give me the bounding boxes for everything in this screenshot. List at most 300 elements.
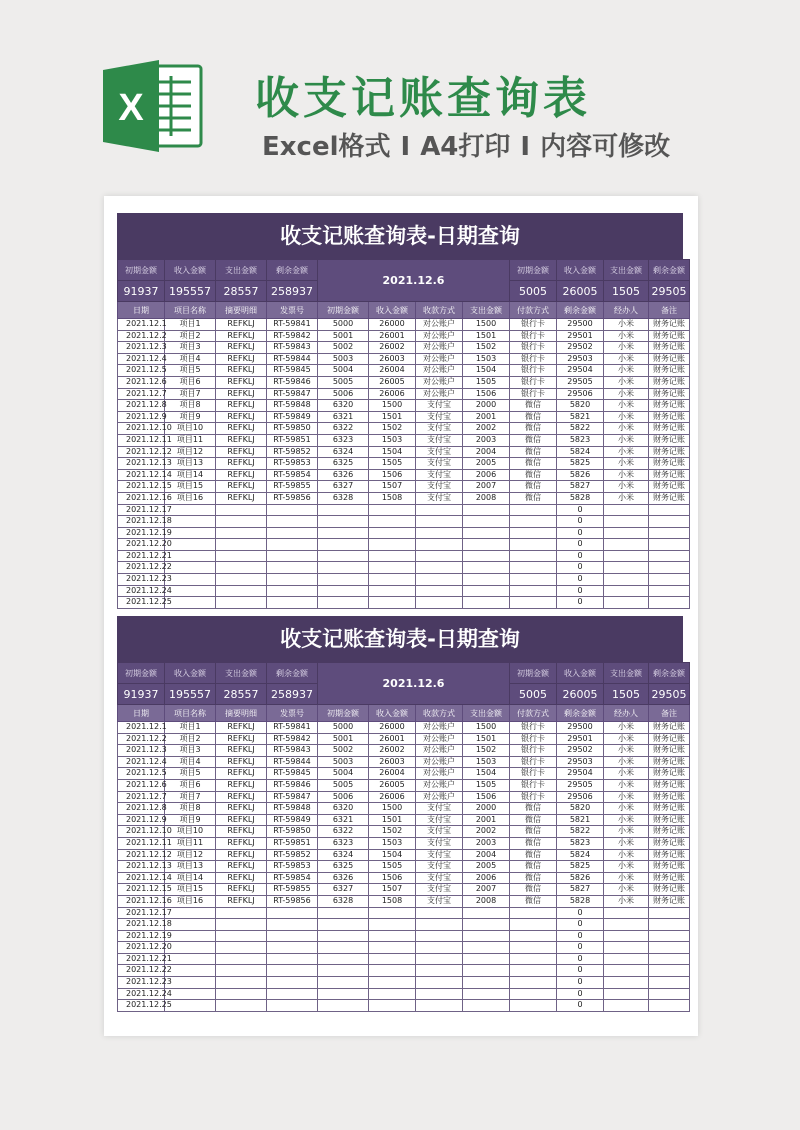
table-cell[interactable]: 财务记账: [649, 423, 690, 435]
table-cell[interactable]: 项目1: [165, 722, 216, 734]
table-cell[interactable]: [318, 907, 369, 919]
table-cell[interactable]: 项目5: [165, 768, 216, 780]
table-cell[interactable]: [318, 1000, 369, 1012]
table-cell[interactable]: 26006: [369, 388, 416, 400]
table-cell[interactable]: 对公账户: [416, 376, 463, 388]
table-cell[interactable]: [165, 1000, 216, 1012]
table-cell[interactable]: 项目13: [165, 861, 216, 873]
table-cell[interactable]: 对公账户: [416, 745, 463, 757]
table-cell[interactable]: 银行卡: [510, 353, 557, 365]
table-cell[interactable]: [369, 942, 416, 954]
table-cell[interactable]: 0: [557, 953, 604, 965]
table-cell[interactable]: 项目14: [165, 872, 216, 884]
table-cell[interactable]: [318, 597, 369, 609]
table-cell[interactable]: REFKLJ: [216, 469, 267, 481]
table-cell[interactable]: 29505: [557, 779, 604, 791]
table-cell[interactable]: 微信: [510, 411, 557, 423]
table-cell[interactable]: 小米: [604, 481, 649, 493]
table-cell[interactable]: 6327: [318, 884, 369, 896]
table-cell[interactable]: 5828: [557, 492, 604, 504]
table-cell[interactable]: [416, 504, 463, 516]
table-cell[interactable]: 6325: [318, 861, 369, 873]
table-cell[interactable]: 2021.12.14: [118, 469, 165, 481]
table-cell[interactable]: 2021.12.25: [118, 597, 165, 609]
table-cell[interactable]: 2021.12.11: [118, 434, 165, 446]
table-cell[interactable]: [216, 988, 267, 1000]
table-cell[interactable]: 小米: [604, 779, 649, 791]
table-cell[interactable]: [604, 516, 649, 528]
table-cell[interactable]: [267, 585, 318, 597]
table-cell[interactable]: 微信: [510, 446, 557, 458]
table-cell[interactable]: 5820: [557, 803, 604, 815]
table-cell[interactable]: REFKLJ: [216, 872, 267, 884]
table-cell[interactable]: RT-59843: [267, 342, 318, 354]
table-cell[interactable]: 2021.12.3: [118, 745, 165, 757]
table-cell[interactable]: 银行卡: [510, 768, 557, 780]
table-cell[interactable]: REFKLJ: [216, 861, 267, 873]
table-cell[interactable]: REFKLJ: [216, 458, 267, 470]
table-cell[interactable]: 2021.12.19: [118, 527, 165, 539]
table-cell[interactable]: 小米: [604, 330, 649, 342]
table-cell[interactable]: 微信: [510, 826, 557, 838]
table-cell[interactable]: 项目12: [165, 446, 216, 458]
table-cell[interactable]: 29502: [557, 342, 604, 354]
table-cell[interactable]: [649, 1000, 690, 1012]
table-cell[interactable]: [510, 504, 557, 516]
table-cell[interactable]: 财务记账: [649, 388, 690, 400]
table-cell[interactable]: RT-59843: [267, 745, 318, 757]
table-cell[interactable]: 1502: [369, 826, 416, 838]
table-cell[interactable]: RT-59846: [267, 376, 318, 388]
table-cell[interactable]: 对公账户: [416, 768, 463, 780]
table-cell[interactable]: 5004: [318, 365, 369, 377]
table-cell[interactable]: 财务记账: [649, 768, 690, 780]
table-cell[interactable]: 支付宝: [416, 423, 463, 435]
table-cell[interactable]: REFKLJ: [216, 826, 267, 838]
table-cell[interactable]: [216, 539, 267, 551]
table-cell[interactable]: 0: [557, 597, 604, 609]
table-cell[interactable]: 5828: [557, 895, 604, 907]
table-cell[interactable]: [216, 942, 267, 954]
table-cell[interactable]: [649, 585, 690, 597]
table-cell[interactable]: [463, 977, 510, 989]
table-cell[interactable]: 小米: [604, 837, 649, 849]
table-cell[interactable]: RT-59844: [267, 756, 318, 768]
table-cell[interactable]: [463, 516, 510, 528]
table-cell[interactable]: 2021.12.1: [118, 722, 165, 734]
table-cell[interactable]: 26003: [369, 756, 416, 768]
table-cell[interactable]: REFKLJ: [216, 342, 267, 354]
table-cell[interactable]: 小米: [604, 365, 649, 377]
table-cell[interactable]: 财务记账: [649, 330, 690, 342]
table-cell[interactable]: [416, 988, 463, 1000]
table-cell[interactable]: 1502: [463, 745, 510, 757]
table-cell[interactable]: 银行卡: [510, 745, 557, 757]
table-cell[interactable]: 银行卡: [510, 733, 557, 745]
table-cell[interactable]: [416, 562, 463, 574]
table-cell[interactable]: 小米: [604, 745, 649, 757]
table-cell[interactable]: 财务记账: [649, 722, 690, 734]
table-cell[interactable]: [216, 597, 267, 609]
table-cell[interactable]: [416, 516, 463, 528]
table-cell[interactable]: 对公账户: [416, 779, 463, 791]
table-cell[interactable]: REFKLJ: [216, 423, 267, 435]
table-cell[interactable]: 财务记账: [649, 434, 690, 446]
table-cell[interactable]: 对公账户: [416, 388, 463, 400]
table-cell[interactable]: REFKLJ: [216, 400, 267, 412]
table-cell[interactable]: 支付宝: [416, 434, 463, 446]
table-cell[interactable]: 微信: [510, 492, 557, 504]
table-cell[interactable]: 0: [557, 539, 604, 551]
table-cell[interactable]: 2001: [463, 814, 510, 826]
table-cell[interactable]: [510, 527, 557, 539]
table-cell[interactable]: [216, 550, 267, 562]
table-cell[interactable]: 6322: [318, 423, 369, 435]
table-cell[interactable]: [416, 919, 463, 931]
table-cell[interactable]: [510, 953, 557, 965]
table-cell[interactable]: 银行卡: [510, 376, 557, 388]
table-cell[interactable]: [463, 562, 510, 574]
table-cell[interactable]: [267, 574, 318, 586]
table-cell[interactable]: 0: [557, 930, 604, 942]
table-cell[interactable]: [369, 597, 416, 609]
table-cell[interactable]: [416, 953, 463, 965]
table-cell[interactable]: [318, 988, 369, 1000]
table-cell[interactable]: 财务记账: [649, 400, 690, 412]
table-cell[interactable]: 项目16: [165, 492, 216, 504]
table-cell[interactable]: 1504: [369, 446, 416, 458]
table-cell[interactable]: 2021.12.8: [118, 400, 165, 412]
table-cell[interactable]: 项目10: [165, 826, 216, 838]
table-cell[interactable]: 财务记账: [649, 319, 690, 331]
table-cell[interactable]: 小米: [604, 388, 649, 400]
table-cell[interactable]: 2021.12.7: [118, 791, 165, 803]
table-cell[interactable]: 2021.12.7: [118, 388, 165, 400]
table-cell[interactable]: 26004: [369, 365, 416, 377]
table-cell[interactable]: [165, 597, 216, 609]
table-cell[interactable]: 项目7: [165, 791, 216, 803]
table-cell[interactable]: 2021.12.14: [118, 872, 165, 884]
table-cell[interactable]: 小米: [604, 814, 649, 826]
table-cell[interactable]: 2000: [463, 803, 510, 815]
table-cell[interactable]: 小米: [604, 376, 649, 388]
table-cell[interactable]: [318, 977, 369, 989]
table-cell[interactable]: 小米: [604, 469, 649, 481]
table-cell[interactable]: 项目16: [165, 895, 216, 907]
table-cell[interactable]: [604, 550, 649, 562]
table-cell[interactable]: [649, 597, 690, 609]
table-cell[interactable]: 小米: [604, 884, 649, 896]
table-cell[interactable]: [463, 585, 510, 597]
table-cell[interactable]: [463, 550, 510, 562]
table-cell[interactable]: 项目12: [165, 849, 216, 861]
table-cell[interactable]: [416, 539, 463, 551]
table-cell[interactable]: 5001: [318, 330, 369, 342]
table-cell[interactable]: 2006: [463, 872, 510, 884]
table-cell[interactable]: 2021.12.16: [118, 492, 165, 504]
table-cell[interactable]: REFKLJ: [216, 849, 267, 861]
table-cell[interactable]: 财务记账: [649, 492, 690, 504]
table-cell[interactable]: 财务记账: [649, 895, 690, 907]
table-cell[interactable]: 小米: [604, 768, 649, 780]
table-cell[interactable]: [318, 930, 369, 942]
table-cell[interactable]: [463, 919, 510, 931]
table-cell[interactable]: 2003: [463, 837, 510, 849]
table-cell[interactable]: 5002: [318, 342, 369, 354]
table-cell[interactable]: 2021.12.1: [118, 319, 165, 331]
table-cell[interactable]: [510, 597, 557, 609]
table-cell[interactable]: [510, 977, 557, 989]
table-cell[interactable]: REFKLJ: [216, 481, 267, 493]
table-cell[interactable]: [604, 574, 649, 586]
table-cell[interactable]: 对公账户: [416, 791, 463, 803]
table-cell[interactable]: 26003: [369, 353, 416, 365]
table-cell[interactable]: RT-59849: [267, 814, 318, 826]
table-cell[interactable]: 0: [557, 585, 604, 597]
table-cell[interactable]: 0: [557, 504, 604, 516]
table-cell[interactable]: 银行卡: [510, 330, 557, 342]
table-cell[interactable]: [216, 953, 267, 965]
table-cell[interactable]: 2021.12.21: [118, 550, 165, 562]
table-cell[interactable]: [604, 562, 649, 574]
table-cell[interactable]: 29500: [557, 319, 604, 331]
table-cell[interactable]: 6323: [318, 837, 369, 849]
table-cell[interactable]: 1503: [463, 353, 510, 365]
table-cell[interactable]: [604, 585, 649, 597]
table-cell[interactable]: 0: [557, 562, 604, 574]
table-cell[interactable]: 对公账户: [416, 319, 463, 331]
table-cell[interactable]: [165, 539, 216, 551]
table-cell[interactable]: 2021.12.10: [118, 826, 165, 838]
table-cell[interactable]: 5827: [557, 884, 604, 896]
table-cell[interactable]: RT-59844: [267, 353, 318, 365]
table-cell[interactable]: [369, 907, 416, 919]
table-cell[interactable]: 5003: [318, 353, 369, 365]
table-cell[interactable]: [216, 919, 267, 931]
table-cell[interactable]: 1501: [463, 733, 510, 745]
table-cell[interactable]: REFKLJ: [216, 319, 267, 331]
table-cell[interactable]: 微信: [510, 469, 557, 481]
table-cell[interactable]: REFKLJ: [216, 768, 267, 780]
table-cell[interactable]: 0: [557, 965, 604, 977]
table-cell[interactable]: 2002: [463, 826, 510, 838]
table-cell[interactable]: REFKLJ: [216, 492, 267, 504]
table-cell[interactable]: 5824: [557, 446, 604, 458]
table-cell[interactable]: 小米: [604, 400, 649, 412]
table-cell[interactable]: 2021.12.23: [118, 574, 165, 586]
table-cell[interactable]: 财务记账: [649, 884, 690, 896]
table-cell[interactable]: [604, 953, 649, 965]
table-cell[interactable]: [369, 539, 416, 551]
table-cell[interactable]: 小米: [604, 861, 649, 873]
table-cell[interactable]: 2008: [463, 895, 510, 907]
table-cell[interactable]: 财务记账: [649, 826, 690, 838]
table-cell[interactable]: 财务记账: [649, 469, 690, 481]
table-cell[interactable]: 项目4: [165, 353, 216, 365]
table-cell[interactable]: 29504: [557, 365, 604, 377]
table-cell[interactable]: [463, 907, 510, 919]
table-cell[interactable]: REFKLJ: [216, 884, 267, 896]
table-cell[interactable]: 2021.12.18: [118, 516, 165, 528]
table-cell[interactable]: 银行卡: [510, 722, 557, 734]
table-cell[interactable]: [416, 550, 463, 562]
table-cell[interactable]: 项目6: [165, 376, 216, 388]
table-cell[interactable]: REFKLJ: [216, 803, 267, 815]
table-cell[interactable]: RT-59856: [267, 492, 318, 504]
table-cell[interactable]: [510, 907, 557, 919]
table-cell[interactable]: [649, 550, 690, 562]
table-cell[interactable]: [369, 988, 416, 1000]
table-cell[interactable]: [649, 965, 690, 977]
table-cell[interactable]: 财务记账: [649, 803, 690, 815]
table-cell[interactable]: [604, 919, 649, 931]
table-cell[interactable]: 1500: [369, 803, 416, 815]
table-cell[interactable]: 1506: [463, 791, 510, 803]
table-cell[interactable]: [416, 965, 463, 977]
table-cell[interactable]: 5826: [557, 469, 604, 481]
table-cell[interactable]: 银行卡: [510, 791, 557, 803]
table-cell[interactable]: [216, 574, 267, 586]
table-cell[interactable]: [369, 977, 416, 989]
table-cell[interactable]: 2005: [463, 458, 510, 470]
table-cell[interactable]: 0: [557, 527, 604, 539]
table-cell[interactable]: RT-59853: [267, 861, 318, 873]
table-cell[interactable]: [510, 539, 557, 551]
table-cell[interactable]: 0: [557, 942, 604, 954]
table-cell[interactable]: 小米: [604, 791, 649, 803]
table-cell[interactable]: REFKLJ: [216, 434, 267, 446]
table-cell[interactable]: 5001: [318, 733, 369, 745]
table-cell[interactable]: 2021.12.9: [118, 814, 165, 826]
table-cell[interactable]: RT-59855: [267, 884, 318, 896]
table-cell[interactable]: RT-59845: [267, 365, 318, 377]
table-cell[interactable]: 1502: [463, 342, 510, 354]
table-cell[interactable]: 2021.12.4: [118, 756, 165, 768]
table-cell[interactable]: 26000: [369, 722, 416, 734]
table-cell[interactable]: 2007: [463, 884, 510, 896]
table-cell[interactable]: [510, 965, 557, 977]
table-cell[interactable]: 对公账户: [416, 365, 463, 377]
table-cell[interactable]: [604, 907, 649, 919]
table-cell[interactable]: 2021.12.16: [118, 895, 165, 907]
table-cell[interactable]: 5000: [318, 319, 369, 331]
table-cell[interactable]: [416, 597, 463, 609]
table-cell[interactable]: [369, 562, 416, 574]
table-cell[interactable]: 26006: [369, 791, 416, 803]
table-cell[interactable]: 0: [557, 919, 604, 931]
table-cell[interactable]: 2021.12.11: [118, 837, 165, 849]
table-cell[interactable]: [649, 539, 690, 551]
table-cell[interactable]: 5005: [318, 376, 369, 388]
table-cell[interactable]: [510, 550, 557, 562]
table-cell[interactable]: [649, 919, 690, 931]
table-cell[interactable]: 财务记账: [649, 446, 690, 458]
table-cell[interactable]: [604, 965, 649, 977]
table-cell[interactable]: 财务记账: [649, 745, 690, 757]
table-cell[interactable]: 2021.12.20: [118, 539, 165, 551]
table-cell[interactable]: 2021.12.10: [118, 423, 165, 435]
table-cell[interactable]: [463, 942, 510, 954]
table-cell[interactable]: [267, 550, 318, 562]
table-cell[interactable]: 财务记账: [649, 849, 690, 861]
table-cell[interactable]: 2021.12.18: [118, 919, 165, 931]
table-cell[interactable]: 5822: [557, 826, 604, 838]
table-cell[interactable]: 支付宝: [416, 481, 463, 493]
table-cell[interactable]: RT-59851: [267, 434, 318, 446]
table-cell[interactable]: 对公账户: [416, 342, 463, 354]
table-cell[interactable]: 6320: [318, 400, 369, 412]
table-cell[interactable]: 微信: [510, 400, 557, 412]
table-cell[interactable]: 1504: [463, 768, 510, 780]
table-cell[interactable]: [267, 977, 318, 989]
table-cell[interactable]: [416, 1000, 463, 1012]
table-cell[interactable]: [510, 516, 557, 528]
table-cell[interactable]: [369, 953, 416, 965]
table-cell[interactable]: 0: [557, 977, 604, 989]
table-cell[interactable]: 5824: [557, 849, 604, 861]
table-cell[interactable]: 微信: [510, 861, 557, 873]
table-cell[interactable]: 1508: [369, 492, 416, 504]
table-cell[interactable]: 微信: [510, 884, 557, 896]
table-cell[interactable]: [369, 965, 416, 977]
table-cell[interactable]: 财务记账: [649, 411, 690, 423]
table-cell[interactable]: 5822: [557, 423, 604, 435]
table-cell[interactable]: 2021.12.22: [118, 965, 165, 977]
table-cell[interactable]: 银行卡: [510, 388, 557, 400]
table-cell[interactable]: 0: [557, 1000, 604, 1012]
table-cell[interactable]: [416, 942, 463, 954]
table-cell[interactable]: 支付宝: [416, 895, 463, 907]
table-cell[interactable]: 5827: [557, 481, 604, 493]
table-cell[interactable]: 支付宝: [416, 492, 463, 504]
table-cell[interactable]: 微信: [510, 872, 557, 884]
table-cell[interactable]: [267, 942, 318, 954]
table-cell[interactable]: 项目4: [165, 756, 216, 768]
table-cell[interactable]: 对公账户: [416, 353, 463, 365]
table-cell[interactable]: [216, 504, 267, 516]
table-cell[interactable]: [216, 930, 267, 942]
table-cell[interactable]: 财务记账: [649, 791, 690, 803]
table-cell[interactable]: [165, 504, 216, 516]
table-cell[interactable]: REFKLJ: [216, 353, 267, 365]
table-cell[interactable]: 财务记账: [649, 458, 690, 470]
table-cell[interactable]: 对公账户: [416, 733, 463, 745]
table-cell[interactable]: 支付宝: [416, 861, 463, 873]
table-cell[interactable]: 银行卡: [510, 365, 557, 377]
table-cell[interactable]: 0: [557, 574, 604, 586]
table-cell[interactable]: 项目10: [165, 423, 216, 435]
table-cell[interactable]: 6320: [318, 803, 369, 815]
table-cell[interactable]: 小米: [604, 353, 649, 365]
table-cell[interactable]: [267, 907, 318, 919]
table-cell[interactable]: [463, 504, 510, 516]
table-cell[interactable]: [604, 504, 649, 516]
table-cell[interactable]: 2021.12.22: [118, 562, 165, 574]
table-cell[interactable]: [216, 585, 267, 597]
table-cell[interactable]: 26005: [369, 376, 416, 388]
table-cell[interactable]: 2021.12.15: [118, 884, 165, 896]
table-cell[interactable]: 2021.12.15: [118, 481, 165, 493]
table-cell[interactable]: 小米: [604, 446, 649, 458]
table-cell[interactable]: 微信: [510, 803, 557, 815]
table-cell[interactable]: 2021.12.5: [118, 365, 165, 377]
table-cell[interactable]: [216, 965, 267, 977]
table-cell[interactable]: 2021.12.19: [118, 930, 165, 942]
table-cell[interactable]: 2021.12.24: [118, 988, 165, 1000]
table-cell[interactable]: 2021.12.17: [118, 504, 165, 516]
table-cell[interactable]: 项目2: [165, 733, 216, 745]
table-cell[interactable]: [416, 527, 463, 539]
